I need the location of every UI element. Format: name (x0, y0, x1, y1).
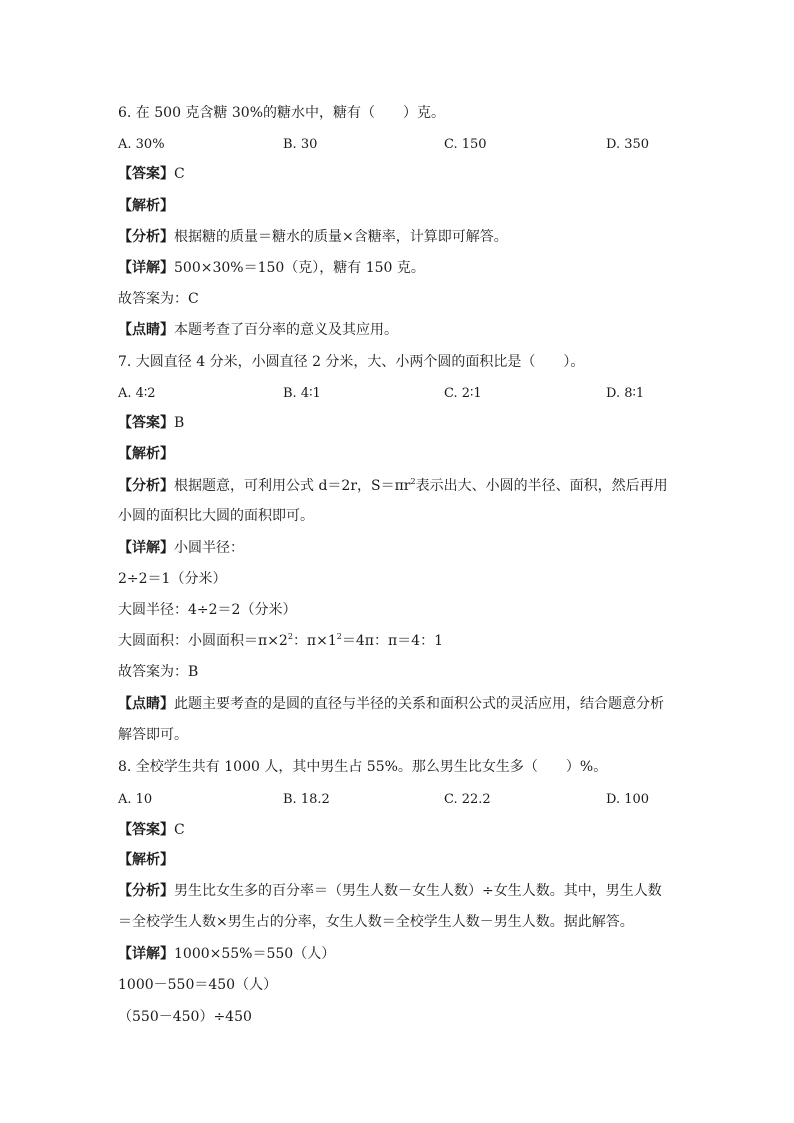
step3-c: ＝4π：π＝4：1 (341, 633, 443, 649)
fenxi-tag: 【分析】 (118, 229, 174, 245)
answer-tag: 【答案】 (118, 166, 174, 182)
superscript: 2 (410, 477, 416, 486)
xiangjie-tag: 【详解】 (118, 946, 174, 962)
q6-option-c: C. 150 (444, 137, 487, 152)
answer-value: C (174, 166, 185, 182)
q7-answer (118, 413, 684, 433)
q6-answer (118, 164, 684, 184)
dianjing-text: 本题考查了百分率的意义及其应用。 (174, 322, 398, 338)
q6-xiangjie (118, 258, 684, 278)
q8-step2: （550－450）÷450 (118, 1009, 252, 1025)
q7-option-c: C. 2∶1 (444, 386, 482, 401)
xiangjie-tag: 【详解】 (118, 540, 174, 556)
step3-b: ：π×1 (292, 633, 337, 649)
q7-dianjing-line1 (118, 694, 684, 714)
xiangjie-text: 1000×55%＝550（人） (174, 946, 336, 962)
q6-analysis-heading: 【解析】 (118, 198, 174, 214)
answer-tag: 【答案】 (118, 415, 174, 431)
question-6-stem: 6. 在 500 克含糖 30%的糖水中，糖有（ ）克。 (118, 105, 445, 121)
q8-fenxi-line1 (118, 881, 684, 901)
fenxi-text-b: 表示出大、小圆的半径、面积，然后再用 (415, 478, 668, 494)
q6-option-d: D. 350 (606, 137, 650, 152)
q7-xiangjie (118, 538, 684, 558)
q8-step1: 1000－550＝450（人） (118, 977, 278, 993)
xiangjie-text: 500×30%＝150（克），糖有 150 克。 (174, 260, 425, 276)
dianjing-tag: 【点睛】 (118, 322, 174, 338)
superscript: 2 (287, 632, 293, 641)
answer-tag: 【答案】 (118, 822, 174, 838)
q7-step3 (118, 631, 684, 651)
q8-option-a: A. 10 (118, 792, 153, 807)
q6-dianjing (118, 320, 684, 340)
xiangjie-tag: 【详解】 (118, 260, 174, 276)
q8-answer (118, 820, 684, 840)
q7-step1: 2÷2＝1（分米） (118, 571, 227, 587)
fenxi-text: 男生比女生多的百分率＝（男生人数－女生人数）÷女生人数。其中，男生人数 (174, 883, 662, 899)
q6-option-b: B. 30 (283, 137, 318, 152)
q7-step2: 大圆半径：4÷2＝2（分米） (118, 602, 297, 618)
q7-dianjing-line2: 解答即可。 (118, 727, 188, 743)
q6-fenxi (118, 227, 684, 247)
q7-conclusion: 故答案为：B (118, 664, 199, 680)
fenxi-text: 根据糖的质量＝糖水的质量×含糖率，计算即可解答。 (174, 229, 508, 245)
q6-conclusion: 故答案为：C (118, 291, 199, 307)
step3-a: 大圆面积：小圆面积＝π×2 (118, 633, 288, 649)
answer-value: B (174, 415, 185, 431)
question-8-stem: 8. 全校学生共有 1000 人，其中男生占 55%。那么男生比女生多（ ）%。 (118, 759, 608, 775)
q8-xiangjie (118, 944, 684, 964)
question-7-stem: 7. 大圆直径 4 分米，小圆直径 2 分米，大、小两个圆的面积比是（ ）。 (118, 354, 585, 370)
q7-option-b: B. 4∶1 (283, 386, 321, 401)
q6-option-a: A. 30% (118, 137, 165, 152)
fenxi-text-a: 根据题意，可利用公式 d＝2r，S＝πr (174, 478, 411, 494)
fenxi-tag: 【分析】 (118, 478, 174, 494)
answer-value: C (174, 822, 185, 838)
q8-analysis-heading: 【解析】 (118, 852, 174, 868)
q8-option-d: D. 100 (606, 792, 650, 807)
dianjing-tag: 【点睛】 (118, 696, 174, 712)
q7-option-d: D. 8∶1 (606, 386, 645, 401)
superscript: 2 (336, 632, 342, 641)
fenxi-tag: 【分析】 (118, 883, 174, 899)
q8-fenxi-line2: ＝全校学生人数×男生占的分率，女生人数＝全校学生人数－男生人数。据此解答。 (118, 914, 634, 930)
q7-option-a: A. 4∶2 (118, 386, 156, 401)
dianjing-text: 此题主要考查的是圆的直径与半径的关系和面积公式的灵活应用，结合题意分析 (174, 696, 664, 712)
xiangjie-text: 小圆半径： (174, 540, 244, 556)
q7-analysis-heading: 【解析】 (118, 446, 174, 462)
q8-option-b: B. 18.2 (283, 792, 330, 807)
q7-fenxi-line2: 小圆的面积比大圆的面积即可。 (118, 508, 314, 524)
q7-fenxi-line1 (118, 476, 684, 496)
q8-option-c: C. 22.2 (444, 792, 491, 807)
